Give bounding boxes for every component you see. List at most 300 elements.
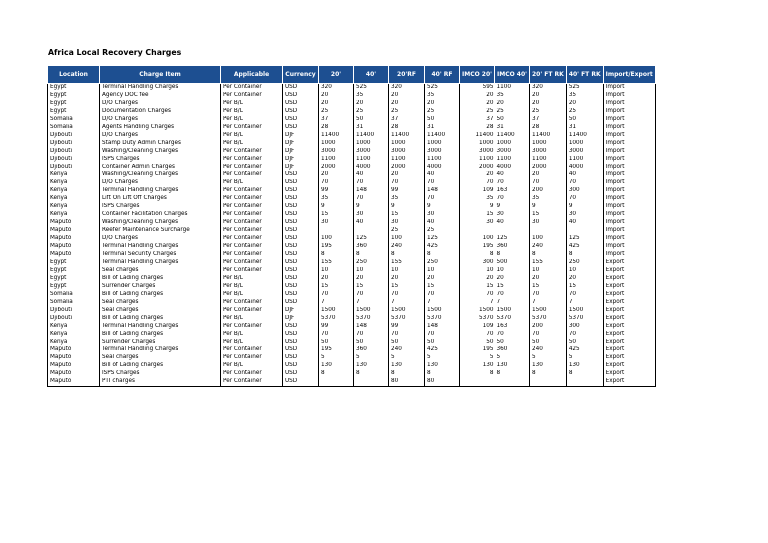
rate-imco20-cell: 5 xyxy=(460,354,495,362)
rate-imco20-cell xyxy=(460,378,495,386)
rate-40ftrk-cell: 70 xyxy=(566,331,603,339)
charge-item-cell: Seal charges xyxy=(100,267,221,275)
direction-cell: Import xyxy=(603,211,655,219)
table-row xyxy=(48,171,656,179)
rate-imco40-cell: 5370 xyxy=(495,315,530,323)
applicable-cell: Per B/L xyxy=(221,179,283,187)
rate-20rf-cell: 25 xyxy=(389,108,425,116)
charge-item-cell: Documentation Charges xyxy=(100,108,221,116)
currency-cell: USD xyxy=(283,323,319,331)
rate-40ftrk-cell: 525 xyxy=(566,84,603,92)
column-header-import-export: Import/Export xyxy=(603,66,655,84)
location-cell: Djibouti xyxy=(48,132,100,140)
direction-cell: Export xyxy=(603,291,655,299)
rate-40rf-cell: 50 xyxy=(425,339,460,347)
location-cell: Djibouti xyxy=(48,315,100,323)
rate-20-cell: 20 xyxy=(319,92,354,100)
rate-imco40-cell: 130 xyxy=(495,362,530,370)
table-row xyxy=(48,140,656,148)
rate-imco40-cell: 20 xyxy=(495,275,530,283)
location-cell: Egypt xyxy=(48,267,100,275)
direction-cell: Import xyxy=(603,108,655,116)
charge-item-cell: Stamp Duty Admin Charges xyxy=(100,140,221,148)
rate-imco40-cell: 50 xyxy=(495,339,530,347)
location-cell: Maputo xyxy=(48,243,100,251)
applicable-cell: Per B/L xyxy=(221,116,283,124)
rate-40ftrk-cell: 3000 xyxy=(566,148,603,156)
charge-item-cell: Seal charges xyxy=(100,354,221,362)
rate-imco20-cell: 20 xyxy=(460,275,495,283)
table-row xyxy=(48,124,656,132)
rate-imco20-cell: 1100 xyxy=(460,156,495,164)
location-cell: Egypt xyxy=(48,275,100,283)
currency-cell: USD xyxy=(283,100,319,108)
rate-40-cell: 35 xyxy=(354,92,389,100)
table-row xyxy=(48,92,656,100)
rate-40-cell: 10 xyxy=(354,267,389,275)
rate-20rf-cell: 20 xyxy=(389,92,425,100)
charge-item-cell: D/O Charges xyxy=(100,116,221,124)
rate-40ftrk-cell: 50 xyxy=(566,339,603,347)
rate-20ftrk-cell: 20 xyxy=(529,100,566,108)
location-cell: Kenya xyxy=(48,203,100,211)
direction-cell: Import xyxy=(603,156,655,164)
rate-40rf-cell: 4000 xyxy=(425,164,460,172)
location-cell: Egypt xyxy=(48,100,100,108)
rate-40rf-cell: 1100 xyxy=(425,156,460,164)
rate-20ftrk-cell: 20 xyxy=(529,92,566,100)
applicable-cell: Per B/L xyxy=(221,108,283,116)
rate-40-cell: 7 xyxy=(354,299,389,307)
rate-40ftrk-cell: 8 xyxy=(566,251,603,259)
rate-20rf-cell: 240 xyxy=(389,346,425,354)
rate-20-cell: 20 xyxy=(319,275,354,283)
direction-cell: Export xyxy=(603,259,655,267)
rate-40rf-cell: 5 xyxy=(425,354,460,362)
rate-40ftrk-cell: 1500 xyxy=(566,307,603,315)
rate-40rf-cell: 40 xyxy=(425,171,460,179)
column-header-imco-40: IMCO 40' xyxy=(495,66,530,84)
rate-20-cell: 320 xyxy=(319,84,354,92)
rate-40ftrk-cell: 20 xyxy=(566,100,603,108)
charge-item-cell: ISPS Charges xyxy=(100,156,221,164)
location-cell: Kenya xyxy=(48,331,100,339)
location-cell: Maputo xyxy=(48,370,100,378)
direction-cell: Export xyxy=(603,339,655,347)
direction-cell: Import xyxy=(603,251,655,259)
rate-20ftrk-cell: 20 xyxy=(529,275,566,283)
rate-40-cell: 15 xyxy=(354,283,389,291)
rate-20-cell: 195 xyxy=(319,243,354,251)
rate-imco40-cell: 5 xyxy=(495,354,530,362)
location-cell: Somalia xyxy=(48,291,100,299)
column-header-20-ft-rk: 20' FT RK xyxy=(529,66,566,84)
rate-imco40-cell: 4000 xyxy=(495,164,530,172)
rate-20ftrk-cell xyxy=(529,227,566,235)
applicable-cell: Per B/L xyxy=(221,140,283,148)
charge-item-cell: ISPS Charges xyxy=(100,203,221,211)
rate-imco40-cell: 10 xyxy=(495,267,530,275)
rate-20rf-cell: 20 xyxy=(389,275,425,283)
rate-20ftrk-cell: 70 xyxy=(529,331,566,339)
rate-20ftrk-cell: 8 xyxy=(529,370,566,378)
location-cell: Djibouti xyxy=(48,307,100,315)
rate-20rf-cell: 20 xyxy=(389,100,425,108)
rate-20rf-cell: 240 xyxy=(389,243,425,251)
rate-20rf-cell: 155 xyxy=(389,259,425,267)
rate-imco20-cell: 8 xyxy=(460,251,495,259)
currency-cell: USD xyxy=(283,124,319,132)
rate-imco20-cell: 35 xyxy=(460,195,495,203)
rate-40ftrk-cell: 40 xyxy=(566,219,603,227)
currency-cell: DJF xyxy=(283,140,319,148)
table-row xyxy=(48,156,656,164)
rate-40rf-cell: 80 xyxy=(425,378,460,386)
applicable-cell: Per Container xyxy=(221,299,283,307)
rate-40rf-cell: 525 xyxy=(425,84,460,92)
rate-40-cell: 360 xyxy=(354,346,389,354)
rate-imco20-cell: 20 xyxy=(460,171,495,179)
rate-40rf-cell: 11400 xyxy=(425,132,460,140)
rate-40rf-cell: 5370 xyxy=(425,315,460,323)
charge-item-cell: Seal charges xyxy=(100,299,221,307)
rate-40-cell: 70 xyxy=(354,195,389,203)
direction-cell: Export xyxy=(603,354,655,362)
rate-40-cell: 360 xyxy=(354,243,389,251)
rate-40ftrk-cell: 125 xyxy=(566,235,603,243)
applicable-cell: Per B/L xyxy=(221,283,283,291)
table-row xyxy=(48,84,656,92)
currency-cell: DJF xyxy=(283,315,319,323)
column-header-20rf: 20'RF xyxy=(389,66,425,84)
rate-40-cell: 25 xyxy=(354,108,389,116)
rate-40-cell: 20 xyxy=(354,275,389,283)
location-cell: Kenya xyxy=(48,323,100,331)
rate-imco40-cell: 7 xyxy=(495,299,530,307)
direction-cell: Export xyxy=(603,267,655,275)
rate-40-cell: 148 xyxy=(354,187,389,195)
charge-item-cell: Agency DOC fee xyxy=(100,92,221,100)
applicable-cell: Per B/L xyxy=(221,132,283,140)
rate-40rf-cell: 8 xyxy=(425,370,460,378)
location-cell: Djibouti xyxy=(48,148,100,156)
rate-20ftrk-cell: 3000 xyxy=(529,148,566,156)
rate-imco40-cell: 1100 xyxy=(495,156,530,164)
currency-cell: USD xyxy=(283,331,319,339)
rate-20ftrk-cell: 20 xyxy=(529,171,566,179)
rate-40ftrk-cell: 31 xyxy=(566,124,603,132)
applicable-cell: Per Container xyxy=(221,84,283,92)
table-row xyxy=(48,283,656,291)
location-cell: Maputo xyxy=(48,362,100,370)
table-row xyxy=(48,362,656,370)
location-cell: Maputo xyxy=(48,346,100,354)
rate-20ftrk-cell: 25 xyxy=(529,108,566,116)
applicable-cell: Per Container xyxy=(221,243,283,251)
rate-20ftrk-cell: 70 xyxy=(529,291,566,299)
rate-20ftrk-cell: 11400 xyxy=(529,132,566,140)
location-cell: Maputo xyxy=(48,227,100,235)
rate-40rf-cell: 7 xyxy=(425,299,460,307)
rate-imco20-cell: 28 xyxy=(460,124,495,132)
rate-40ftrk-cell: 70 xyxy=(566,291,603,299)
table-row xyxy=(48,315,656,323)
location-cell: Somalia xyxy=(48,124,100,132)
rate-20rf-cell: 5 xyxy=(389,354,425,362)
rate-40-cell: 4000 xyxy=(354,164,389,172)
currency-cell: USD xyxy=(283,92,319,100)
rate-20-cell: 195 xyxy=(319,346,354,354)
currency-cell: USD xyxy=(283,346,319,354)
rate-imco20-cell: 195 xyxy=(460,243,495,251)
rate-40-cell: 40 xyxy=(354,219,389,227)
applicable-cell: Per Container xyxy=(221,171,283,179)
rate-20ftrk-cell: 30 xyxy=(529,219,566,227)
rate-imco20-cell: 5370 xyxy=(460,315,495,323)
rate-20-cell: 100 xyxy=(319,235,354,243)
direction-cell: Import xyxy=(603,187,655,195)
rate-20ftrk-cell: 200 xyxy=(529,187,566,195)
rate-40-cell: 50 xyxy=(354,339,389,347)
direction-cell: Import xyxy=(603,116,655,124)
rate-20rf-cell: 50 xyxy=(389,339,425,347)
rate-20rf-cell: 20 xyxy=(389,171,425,179)
rate-20ftrk-cell: 9 xyxy=(529,203,566,211)
rate-20-cell: 2000 xyxy=(319,164,354,172)
rate-20-cell: 25 xyxy=(319,108,354,116)
rate-imco40-cell: 8 xyxy=(495,251,530,259)
table-row xyxy=(48,195,656,203)
rate-40-cell: 70 xyxy=(354,291,389,299)
direction-cell: Import xyxy=(603,195,655,203)
charge-item-cell: D/O Charges xyxy=(100,235,221,243)
currency-cell: USD xyxy=(283,203,319,211)
direction-cell: Export xyxy=(603,370,655,378)
applicable-cell: Per B/L xyxy=(221,291,283,299)
rate-20rf-cell: 35 xyxy=(389,195,425,203)
currency-cell: USD xyxy=(283,227,319,235)
rate-20-cell: 70 xyxy=(319,291,354,299)
currency-cell: USD xyxy=(283,84,319,92)
rate-imco20-cell: 9 xyxy=(460,203,495,211)
table-row xyxy=(48,179,656,187)
rate-40rf-cell: 35 xyxy=(425,92,460,100)
rate-40-cell: 70 xyxy=(354,331,389,339)
rate-40ftrk-cell: 425 xyxy=(566,346,603,354)
rate-imco40-cell: 20 xyxy=(495,100,530,108)
direction-cell: Import xyxy=(603,92,655,100)
table-row xyxy=(48,378,656,386)
rate-imco40-cell: 1500 xyxy=(495,307,530,315)
rate-imco20-cell: 20 xyxy=(460,92,495,100)
rate-20ftrk-cell: 5370 xyxy=(529,315,566,323)
direction-cell: Import xyxy=(603,140,655,148)
rate-imco40-cell: 11400 xyxy=(495,132,530,140)
rate-40rf-cell: 70 xyxy=(425,179,460,187)
table-header-row xyxy=(48,66,656,84)
rate-40-cell: 40 xyxy=(354,171,389,179)
rate-imco40-cell: 163 xyxy=(495,187,530,195)
rate-imco40-cell: 70 xyxy=(495,331,530,339)
rate-40ftrk-cell: 50 xyxy=(566,116,603,124)
applicable-cell: Per Container xyxy=(221,346,283,354)
rate-imco40-cell: 15 xyxy=(495,283,530,291)
charge-item-cell: Terminal Security Charges xyxy=(100,251,221,259)
rate-20ftrk-cell: 37 xyxy=(529,116,566,124)
rate-20ftrk-cell: 28 xyxy=(529,124,566,132)
rate-imco40-cell: 25 xyxy=(495,108,530,116)
currency-cell: USD xyxy=(283,116,319,124)
rate-40ftrk-cell: 250 xyxy=(566,259,603,267)
rate-20ftrk-cell: 7 xyxy=(529,299,566,307)
rate-40-cell: 20 xyxy=(354,100,389,108)
rate-imco40-cell: 1100 xyxy=(495,84,530,92)
rate-imco20-cell: 195 xyxy=(460,346,495,354)
rate-40-cell: 250 xyxy=(354,259,389,267)
rate-imco40-cell: 163 xyxy=(495,323,530,331)
rate-imco20-cell: 25 xyxy=(460,108,495,116)
rate-40ftrk-cell: 1100 xyxy=(566,156,603,164)
rate-40rf-cell: 125 xyxy=(425,235,460,243)
rate-imco40-cell: 1000 xyxy=(495,140,530,148)
currency-cell: USD xyxy=(283,179,319,187)
rate-40rf-cell: 31 xyxy=(425,124,460,132)
direction-cell: Export xyxy=(603,275,655,283)
rate-20rf-cell: 28 xyxy=(389,124,425,132)
rate-40-cell: 3000 xyxy=(354,148,389,156)
currency-cell: USD xyxy=(283,370,319,378)
rate-20-cell: 10 xyxy=(319,267,354,275)
rate-20rf-cell: 130 xyxy=(389,362,425,370)
rate-40ftrk-cell: 70 xyxy=(566,179,603,187)
rate-40ftrk-cell: 25 xyxy=(566,108,603,116)
table-row xyxy=(48,346,656,354)
table-row xyxy=(48,323,656,331)
rate-20-cell: 30 xyxy=(319,219,354,227)
currency-cell: USD xyxy=(283,299,319,307)
rate-40-cell: 70 xyxy=(354,179,389,187)
rate-40-cell: 8 xyxy=(354,251,389,259)
direction-cell: Import xyxy=(603,235,655,243)
rate-40ftrk-cell: 130 xyxy=(566,362,603,370)
location-cell: Egypt xyxy=(48,108,100,116)
rate-40rf-cell: 148 xyxy=(425,187,460,195)
table-row xyxy=(48,132,656,140)
rate-40-cell: 31 xyxy=(354,124,389,132)
currency-cell: USD xyxy=(283,267,319,275)
applicable-cell: Per Container xyxy=(221,92,283,100)
rate-40ftrk-cell: 9 xyxy=(566,203,603,211)
table-row xyxy=(48,100,656,108)
rate-20ftrk-cell: 50 xyxy=(529,339,566,347)
rate-40ftrk-cell: 15 xyxy=(566,283,603,291)
location-cell: Maputo xyxy=(48,251,100,259)
charge-item-cell: Agents Handling Charges xyxy=(100,124,221,132)
rate-40ftrk-cell: 425 xyxy=(566,243,603,251)
rate-imco40-cell: 8 xyxy=(495,370,530,378)
rate-imco20-cell: 20 xyxy=(460,100,495,108)
location-cell: Egypt xyxy=(48,259,100,267)
rate-imco40-cell xyxy=(495,227,530,235)
charge-item-cell: Seal charges xyxy=(100,307,221,315)
rate-20ftrk-cell: 1000 xyxy=(529,140,566,148)
rate-imco40-cell: 125 xyxy=(495,235,530,243)
rate-20rf-cell: 15 xyxy=(389,283,425,291)
charge-item-cell: D/O Charges xyxy=(100,179,221,187)
rate-40-cell: 50 xyxy=(354,116,389,124)
applicable-cell: Per Container xyxy=(221,259,283,267)
applicable-cell: Per B/L xyxy=(221,331,283,339)
table-row xyxy=(48,275,656,283)
rate-20ftrk-cell: 200 xyxy=(529,323,566,331)
rate-40-cell: 1500 xyxy=(354,307,389,315)
rate-20ftrk-cell: 155 xyxy=(529,259,566,267)
table-row xyxy=(48,370,656,378)
rate-imco20-cell: 8 xyxy=(460,370,495,378)
rate-40rf-cell: 70 xyxy=(425,331,460,339)
rate-20rf-cell: 25 xyxy=(389,227,425,235)
rate-20ftrk-cell: 130 xyxy=(529,362,566,370)
applicable-cell: Per B/L xyxy=(221,275,283,283)
applicable-cell: Per Container xyxy=(221,307,283,315)
rate-20ftrk-cell: 5 xyxy=(529,354,566,362)
table-row xyxy=(48,331,656,339)
direction-cell: Export xyxy=(603,307,655,315)
charge-item-cell: Terminal Handling Charges xyxy=(100,259,221,267)
rate-40ftrk-cell: 35 xyxy=(566,92,603,100)
rate-imco20-cell: 50 xyxy=(460,339,495,347)
direction-cell: Import xyxy=(603,243,655,251)
rate-imco20-cell: 1500 xyxy=(460,307,495,315)
location-cell: Djibouti xyxy=(48,156,100,164)
applicable-cell: Per Container xyxy=(221,124,283,132)
rate-40-cell: 5 xyxy=(354,354,389,362)
rate-imco40-cell: 40 xyxy=(495,219,530,227)
column-header-40ft: 40' xyxy=(354,66,389,84)
direction-cell: Import xyxy=(603,179,655,187)
currency-cell: USD xyxy=(283,339,319,347)
charge-item-cell: Washing/Cleaning Charges xyxy=(100,148,221,156)
applicable-cell: Per Container xyxy=(221,378,283,386)
applicable-cell: Per B/L xyxy=(221,100,283,108)
direction-cell: Import xyxy=(603,227,655,235)
rate-20-cell: 15 xyxy=(319,211,354,219)
rate-40rf-cell: 50 xyxy=(425,116,460,124)
rate-40ftrk-cell: 11400 xyxy=(566,132,603,140)
rate-imco20-cell: 1000 xyxy=(460,140,495,148)
direction-cell: Import xyxy=(603,164,655,172)
rate-20rf-cell: 9 xyxy=(389,203,425,211)
table-row xyxy=(48,211,656,219)
rate-20rf-cell: 8 xyxy=(389,251,425,259)
rate-imco40-cell: 70 xyxy=(495,195,530,203)
currency-cell: DJF xyxy=(283,164,319,172)
rate-20rf-cell: 100 xyxy=(389,235,425,243)
rate-20ftrk-cell: 2000 xyxy=(529,164,566,172)
rate-40-cell: 30 xyxy=(354,211,389,219)
rate-imco40-cell: 31 xyxy=(495,124,530,132)
column-header-40rf: 40' RF xyxy=(425,66,460,84)
table-row xyxy=(48,116,656,124)
direction-cell: Import xyxy=(603,100,655,108)
table-row xyxy=(48,235,656,243)
rate-imco20-cell: 15 xyxy=(460,283,495,291)
charge-item-cell: Washing/Cleaning Charges xyxy=(100,171,221,179)
charge-item-cell: Terminal Handling Charges xyxy=(100,346,221,354)
direction-cell: Export xyxy=(603,323,655,331)
table-row xyxy=(48,354,656,362)
rate-imco20-cell: 109 xyxy=(460,323,495,331)
